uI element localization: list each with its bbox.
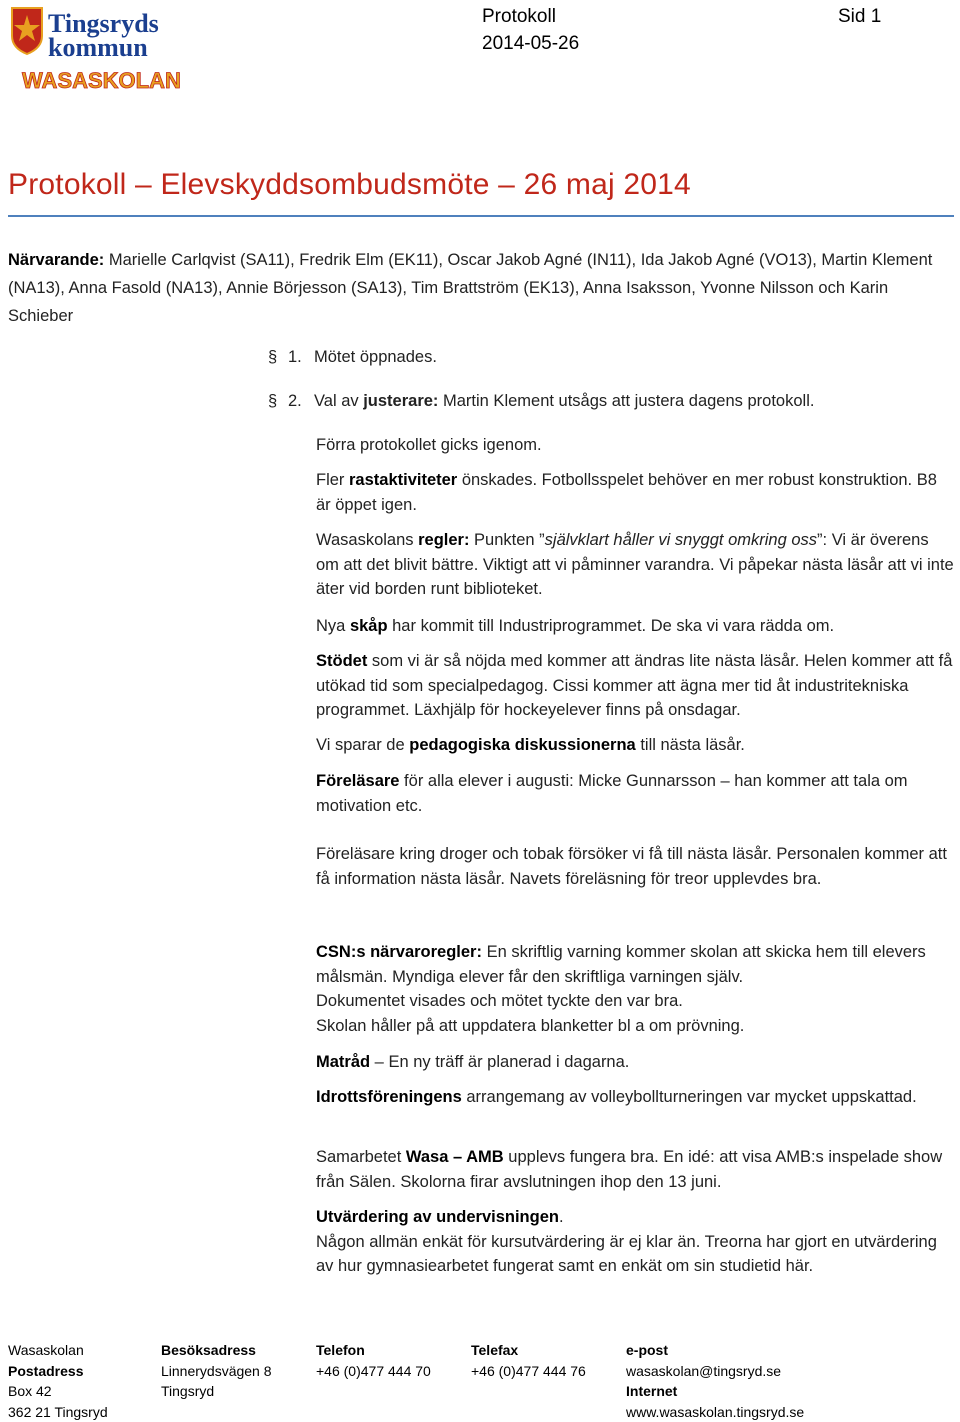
attendees-list: Marielle Carlqvist (SA11), Fredrik Elm (EK11), Oscar Jakob Agné (IN11), Ida Jakob Agné (VO13), Martin Klement (NA13), Anna Fasold (NA13), Annie Börjesson (SA13), Tim Brattström (EK13), Anna Isaksson, Yvonne Nilsson och Karin Schieber [8,251,932,325]
footer-label-internet: Internet [626,1383,677,1399]
paragraph-lockers [316,614,956,639]
footer-postcode: 362 21 Tingsryd [8,1402,108,1422]
agenda-bold: justerare: [363,392,438,410]
footer-phone: +46 (0)477 444 70 [316,1361,431,1382]
bold-text: Stödet [316,652,367,670]
footer-col-school [8,1340,108,1422]
text: Föreläsare kring droger och tobak försöker vi få till nästa läsår. Personalen kommer att få information nästa läsår. Navets föreläsning för treor upplevdes bra. [316,845,947,888]
header-doc-label: Protokoll [482,6,556,28]
footer-label-postadress: Postadress [8,1363,83,1379]
section-sign: § [268,348,288,367]
page-footer [8,1340,952,1418]
tingsryd-kommun-logo [8,6,188,98]
text: Samarbetet [316,1148,406,1166]
text: Wasaskolans [316,531,418,549]
agenda-text-rest: Martin Klement utsågs att justera dagens protokoll. [438,392,814,410]
agenda-item-1 [268,348,437,367]
text: för alla elever i augusti: Micke Gunnarsson – han kommer att tala om motivation etc. [316,772,908,815]
text: till nästa läsår. [636,736,745,754]
italic-text: självklart håller vi snyggt omkring oss [545,531,817,549]
paragraph-previous-minutes [316,433,956,458]
text: Någon allmän enkät för kursutvärdering är ej klar än. Treorna har gjort en utvärdering av hur gymnasiearbetet fungerat samt en enkät om sin studietid här. [316,1233,937,1276]
footer-label-telefon: Telefon [316,1342,365,1358]
text: Förra protokollet gicks igenom. [316,436,542,454]
paragraph-break-activities [316,468,956,517]
bold-text: rastaktiviteter [349,471,457,489]
text: – En ny träff är planerad i dagarna. [370,1053,629,1071]
text: har kommit till Industriprogrammet. De ska vi vara rädda om. [388,617,835,635]
bold-text: pedagogiska diskussionerna [409,736,636,754]
footer-col-contact [626,1340,804,1422]
logo-text-kommun: kommun [48,33,148,62]
paragraph-lecturer [316,769,956,818]
bold-text: Wasa – AMB [406,1148,504,1166]
footer-label-telefax: Telefax [471,1342,518,1358]
footer-label-besoksadress: Besöksadress [161,1342,256,1358]
footer-label-epost: e-post [626,1342,668,1358]
text: Fler [316,471,349,489]
paragraph-support [316,649,956,723]
text: En skriftlig varning kommer skolan att skicka hem till elevers målsmän. Myndiga elever får den skriftliga varningen själv. [316,943,926,986]
section-sign: § [268,392,288,411]
bold-text: skåp [350,617,388,635]
bold-text: regler: [418,531,469,549]
bold-text: Föreläsare [316,772,399,790]
footer-website-link[interactable]: www.wasaskolan.tingsryd.se [626,1402,804,1422]
text: önskades. Fotbollsspelet behöver en mer robust konstruktion. B8 är öppet igen. [316,471,937,514]
header-date: 2014-05-26 [482,33,579,55]
agenda-number: 2. [288,392,314,411]
paragraph-evaluation [316,1205,956,1279]
logo-text-tingsryds: Tingsryds [48,9,159,38]
paragraph-sports [316,1085,956,1110]
paragraph-rules [316,528,956,602]
footer-email-link[interactable]: wasaskolan@tingsryd.se [626,1361,804,1382]
text: Skolan håller på att uppdatera blanketter bl a om prövning. [316,1017,744,1035]
header-page-number: Sid 1 [838,6,881,28]
footer-col-phone [316,1340,431,1381]
logo-text-wasaskolan: WASASKOLAN [22,68,181,93]
footer-school-name: Wasaskolan [8,1340,108,1361]
agenda-number: 1. [288,348,314,367]
text: . [559,1208,564,1226]
footer-city: Tingsryd [161,1381,272,1402]
text: Punkten ” [469,531,544,549]
attendees-label: Närvarande: [8,251,104,269]
footer-street: Linnerydsvägen 8 [161,1361,272,1382]
footer-col-visit [161,1340,272,1402]
paragraph-cooperation [316,1145,956,1194]
text: upplevs fungera bra. En idé: att visa AMB:s inspelade show från Sälen. Skolorna firar avslutningen ihop den 13 juni. [316,1148,942,1191]
attendees-paragraph [8,246,952,330]
paragraph-discussions [316,733,956,758]
agenda-text: Val av [314,392,363,410]
paragraph-csn [316,940,956,1038]
page-title: Protokoll – Elevskyddsombudsmöte – 26 maj 2014 [8,168,691,202]
text: som vi är så nöjda med kommer att ändras lite nästa läsår. Helen kommer att få utökad tid som specialpedagog. Cissi kommer att ägna mer tid åt industritekniska programmet. Läxhjälp för hockeyelever finns på onsdagar. [316,652,952,719]
bold-text: Utvärdering av undervisningen [316,1208,559,1226]
agenda-item-2 [268,392,814,411]
footer-box: Box 42 [8,1381,108,1402]
paragraph-drugs-lecture [316,842,956,891]
footer-col-fax [471,1340,586,1381]
agenda-text: Mötet öppnades. [314,348,437,366]
text: ”: Vi är överens om att det blivit bättre. Viktigt att vi påminner varandra. Vi påpekar nästa läsår att vi inte äter vid borden runt biblioteket. [316,531,954,598]
paragraph-food-council [316,1050,956,1075]
footer-fax: +46 (0)477 444 76 [471,1361,586,1382]
title-divider [8,215,954,217]
bold-text: CSN:s närvaroregler: [316,943,482,961]
text: arrangemang av volleybollturneringen var mycket uppskattad. [462,1088,917,1106]
text: Dokumentet visades och mötet tyckte den var bra. [316,992,683,1010]
bold-text: Idrottsföreningens [316,1088,462,1106]
bold-text: Matråd [316,1053,370,1071]
text: Nya [316,617,350,635]
text: Vi sparar de [316,736,409,754]
